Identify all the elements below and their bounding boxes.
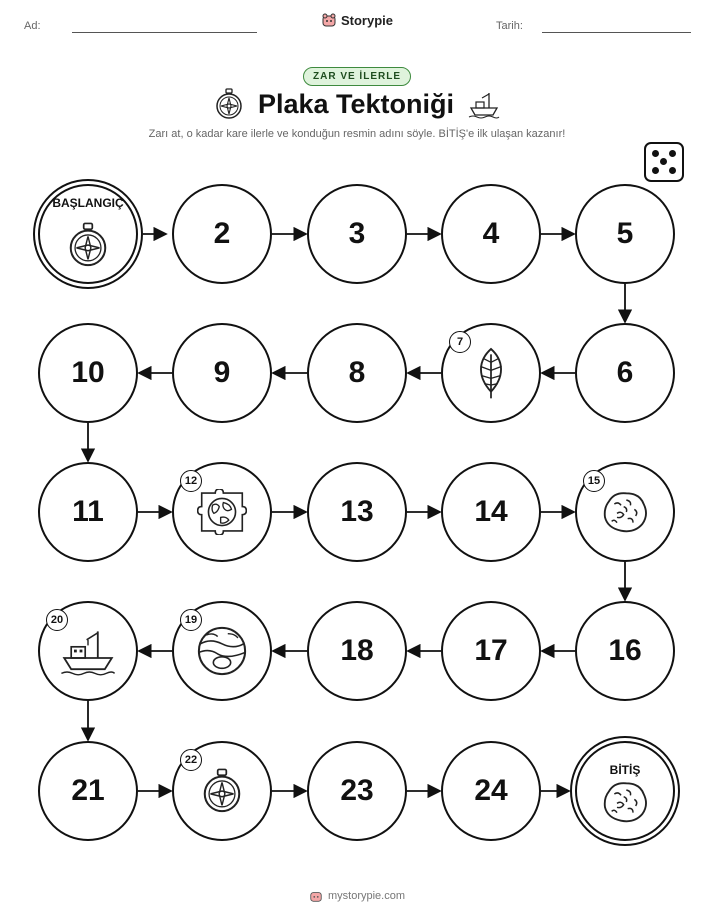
name-label: Ad:	[24, 20, 41, 32]
board-space-5	[575, 184, 675, 284]
rock-icon	[601, 489, 649, 535]
brand-name: Storypie	[340, 12, 393, 28]
board-space-19	[172, 601, 272, 701]
game-type-badge: ZAR VE İLERLE	[303, 67, 411, 86]
date-label: Tarih:	[496, 20, 523, 32]
board-space-8	[307, 323, 407, 423]
finish-space	[575, 741, 675, 841]
board-space-13	[307, 462, 407, 562]
space-number: 17	[474, 634, 508, 667]
storypie-logo-icon	[309, 889, 323, 903]
space-number: 21	[71, 774, 105, 807]
globe-puzzle-icon	[197, 489, 247, 535]
space-number: 6	[616, 356, 634, 389]
space-number: 10	[71, 356, 105, 389]
space-number-badge: 20	[46, 609, 68, 631]
ship-crane-icon	[60, 625, 116, 677]
rock-icon	[601, 779, 649, 825]
finish-label: BİTİŞ	[609, 763, 641, 777]
board-space-3	[307, 184, 407, 284]
space-number: 18	[340, 634, 374, 667]
space-number: 8	[348, 356, 366, 389]
space-number: 9	[213, 356, 231, 389]
space-number-badge: 12	[180, 470, 202, 492]
space-number: 24	[474, 774, 508, 807]
space-number-badge: 19	[180, 609, 202, 631]
space-number: 5	[616, 217, 634, 250]
board-space-14	[441, 462, 541, 562]
start-label: BAŞLANGIÇ	[52, 196, 124, 210]
board-space-10	[38, 323, 138, 423]
board-space-6	[575, 323, 675, 423]
space-number: 3	[348, 217, 366, 250]
board-space-18	[307, 601, 407, 701]
compass-icon	[66, 222, 110, 268]
board-space-4	[441, 184, 541, 284]
board-space-17	[441, 601, 541, 701]
space-number: 13	[340, 495, 374, 528]
compass-icon	[200, 768, 244, 814]
space-number-badge: 7	[449, 331, 471, 353]
space-number: 11	[72, 495, 104, 528]
page-title: Plaka Tektoniği	[257, 88, 455, 119]
board-space-20	[38, 601, 138, 701]
earth-layers-icon	[196, 625, 248, 677]
board-space-2	[172, 184, 272, 284]
board-space-11	[38, 462, 138, 562]
space-number-badge: 22	[180, 749, 202, 771]
board-space-23	[307, 741, 407, 841]
space-number: 23	[340, 774, 374, 807]
board-space-12	[172, 462, 272, 562]
space-number: 2	[213, 217, 231, 250]
start-space	[38, 184, 138, 284]
space-number: 14	[474, 495, 508, 528]
board-space-21	[38, 741, 138, 841]
leaf-icon	[471, 346, 511, 400]
instructions: Zarı at, o kadar kare ilerle ve konduğun resmin adını söyle. BİTİŞ'e ilk ulaşan kazanır!	[148, 128, 566, 140]
footer	[0, 889, 714, 903]
board-space-24	[441, 741, 541, 841]
space-number: 16	[608, 634, 642, 667]
space-number-badge: 15	[583, 470, 605, 492]
board-space-22	[172, 741, 272, 841]
board-space-9	[172, 323, 272, 423]
space-number: 4	[482, 217, 500, 250]
footer-url: mystorypie.com	[327, 890, 406, 902]
board-space-16	[575, 601, 675, 701]
board-space-7	[441, 323, 541, 423]
board-space-15	[575, 462, 675, 562]
